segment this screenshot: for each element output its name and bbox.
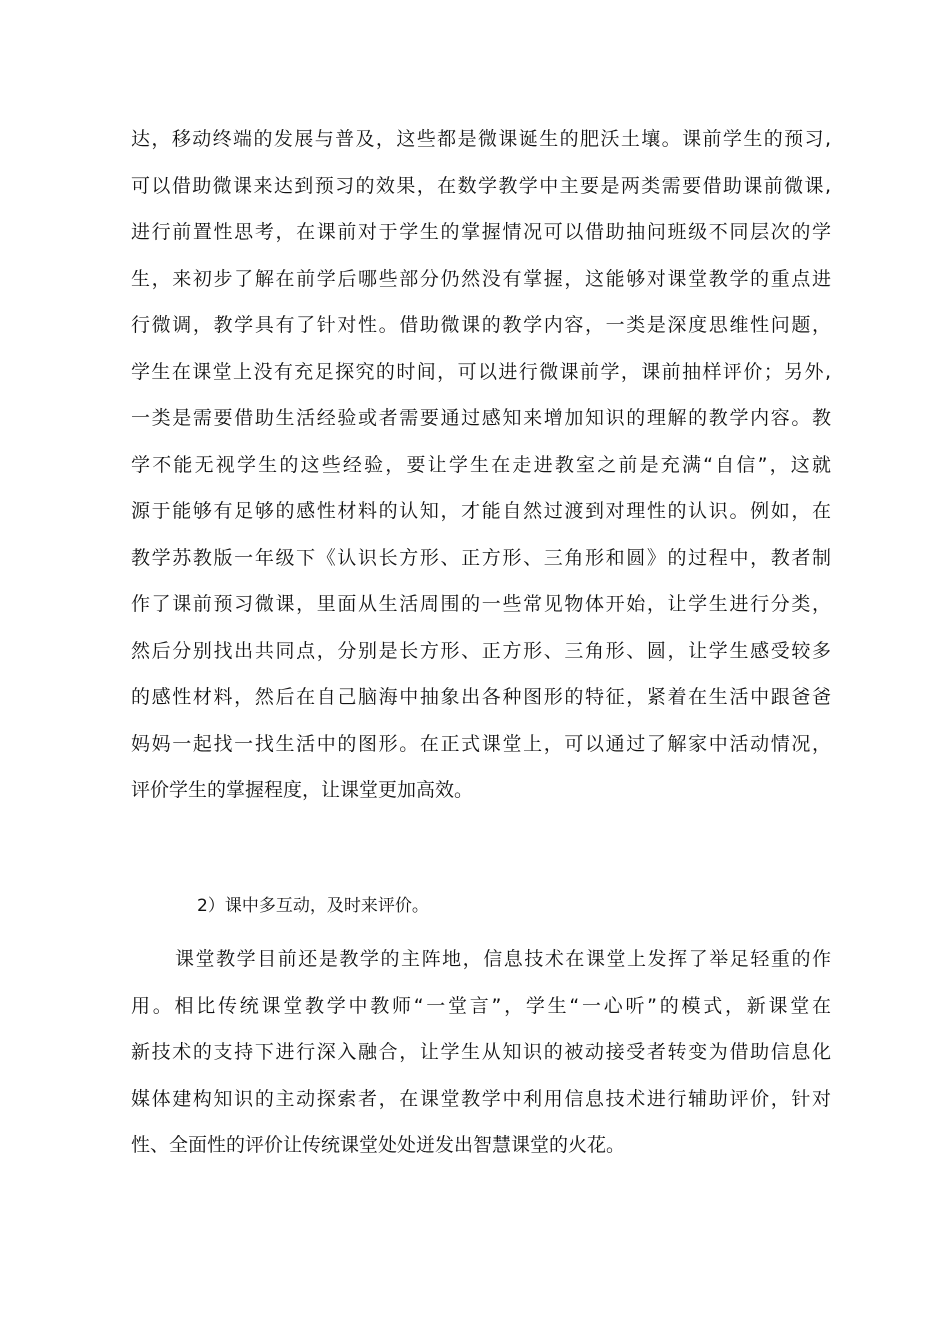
paragraph-line: 的感性材料，然后在自己脑海中抽象出各种图形的特征，紧着在生活中跟爸爸 — [131, 686, 831, 708]
section-heading — [131, 883, 831, 930]
paragraph-line: 妈妈一起找一找生活中的图形。在正式课堂上，可以通过了解家中活动情况， — [131, 732, 831, 755]
paragraph-line: 媒体建构知识的主动探索者，在课堂教学中利用信息技术进行辅助评价，针对 — [131, 1087, 831, 1110]
paragraph-line: 用。相比传统课堂教学中教师“一堂言”，学生“一心听”的模式，新课堂在 — [131, 994, 831, 1017]
paragraph-line: 学不能无视学生的这些经验，要让学生在走进教室之前是充满“自信”，这就 — [131, 453, 831, 476]
paragraph-line: 教学苏教版一年级下《认识长方形、正方形、三角形和圆》的过程中，教者制 — [131, 546, 831, 569]
paragraph-1 — [131, 116, 831, 814]
paragraph-2 — [131, 936, 831, 1169]
paragraph-line: 作了课前预习微课，里面从生活周围的一些常见物体开始，让学生进行分类， — [131, 593, 831, 615]
paragraph-line: 然后分别找出共同点，分别是长方形、正方形、三角形、圆，让学生感受较多 — [131, 639, 831, 662]
paragraph-line: 进行前置性思考，在课前对于学生的掌握情况可以借助抽问班级不同层次的学 — [131, 221, 831, 243]
paragraph-line: 达，移动终端的发展与普及，这些都是微课诞生的肥沃土壤。课前学生的预习, — [131, 128, 831, 150]
paragraph-line: 学生在课堂上没有充足探究的时间，可以进行微课前学，课前抽样评价；另外, — [131, 360, 831, 383]
paragraph-line: 课堂教学目前还是教学的主阵地，信息技术在课堂上发挥了举足轻重的作 — [175, 948, 831, 970]
heading-text: 2）课中多互动，及时来评价。 — [197, 896, 429, 916]
paragraph-line: 一类是需要借助生活经验或者需要通过感知来增加知识的理解的教学内容。教 — [131, 407, 831, 429]
paragraph-line: 源于能够有足够的感性材料的认知，才能自然过渡到对理性的认识。例如，在 — [131, 500, 831, 522]
paragraph-line: 可以借助微课来达到预习的效果，在数学教学中主要是两类需要借助课前微课, — [131, 174, 831, 197]
paragraph-line: 性、全面性的评价让传统课堂处处迸发出智慧课堂的火花。 — [131, 1134, 626, 1156]
paragraph-line: 行微调，教学具有了针对性。借助微课的教学内容，一类是深度思维性问题， — [131, 314, 831, 336]
paragraph-line: 新技术的支持下进行深入融合，让学生从知识的被动接受者转变为借助信息化 — [131, 1041, 831, 1063]
paragraph-line: 生，来初步了解在前学后哪些部分仍然没有掌握，这能够对课堂教学的重点进 — [131, 267, 831, 290]
paragraph-line: 评价学生的掌握程度，让课堂更加高效。 — [131, 779, 474, 801]
